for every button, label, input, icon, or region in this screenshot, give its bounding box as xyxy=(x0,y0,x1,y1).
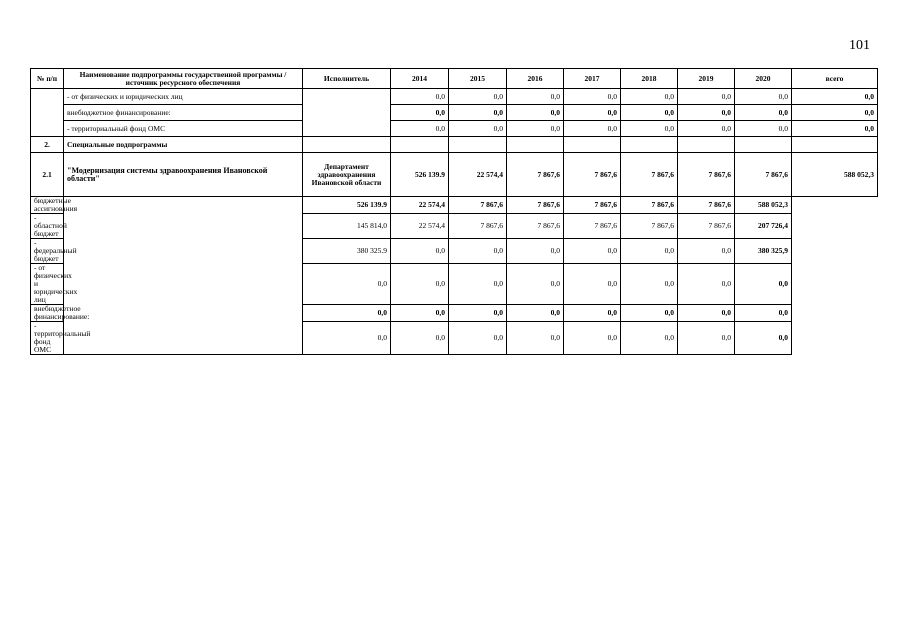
year-value: 0,0 xyxy=(507,121,564,137)
section-title: Специальные подпрограммы xyxy=(64,137,303,153)
header-num: № п/п xyxy=(31,69,64,89)
empty-cell xyxy=(507,137,564,153)
year-value: 0,0 xyxy=(678,89,735,105)
year-value: 0,0 xyxy=(391,105,449,121)
year-value: 0,0 xyxy=(303,322,391,355)
year-value: 0,0 xyxy=(303,305,391,322)
subprogram-row xyxy=(31,153,878,197)
year-value: 0,0 xyxy=(391,264,449,305)
year-value: 0,0 xyxy=(621,305,678,322)
year-value: 0,0 xyxy=(678,322,735,355)
year-value: 0,0 xyxy=(303,264,391,305)
year-value: 0,0 xyxy=(564,121,621,137)
table-row xyxy=(31,121,878,137)
row-label: внебюджетное финансирование: xyxy=(31,305,64,322)
row-total: 0,0 xyxy=(792,121,878,137)
year-value: 0,0 xyxy=(621,264,678,305)
header-year: 2017 xyxy=(564,69,621,89)
empty-cell xyxy=(792,137,878,153)
header-name: Наименование подпрограммы государственной программы / источник ресурсного обеспечения xyxy=(64,69,303,89)
year-value: 0,0 xyxy=(391,239,449,264)
empty-cell xyxy=(678,137,735,153)
row-label: - федеральный бюджет xyxy=(31,239,64,264)
row-total: 207 726,4 xyxy=(735,214,792,239)
year-value: 7 867,6 xyxy=(564,214,621,239)
row-total: 588 052,3 xyxy=(735,197,792,214)
subprogram-value: 7 867,6 xyxy=(507,153,564,197)
year-value: 0,0 xyxy=(678,121,735,137)
year-value: 0,0 xyxy=(449,239,507,264)
year-value: 0,0 xyxy=(449,264,507,305)
year-value: 0,0 xyxy=(507,264,564,305)
year-value: 7 867,6 xyxy=(678,214,735,239)
year-value: 0,0 xyxy=(621,239,678,264)
subprogram-title: "Модернизация системы здравоохранения Ивановской области" xyxy=(64,153,303,197)
year-value: 0,0 xyxy=(678,264,735,305)
subprogram-value: 22 574,4 xyxy=(449,153,507,197)
year-value: 0,0 xyxy=(678,305,735,322)
year-value: 0,0 xyxy=(507,239,564,264)
subprogram-value: 526 139.9 xyxy=(391,153,449,197)
header-year: 2015 xyxy=(449,69,507,89)
year-value: 0,0 xyxy=(507,305,564,322)
year-value: 0,0 xyxy=(564,322,621,355)
budget-table xyxy=(30,68,878,355)
year-value: 0,0 xyxy=(678,239,735,264)
header-year: 2016 xyxy=(507,69,564,89)
row-label: бюджетные ассигнования xyxy=(31,197,64,214)
empty-cell xyxy=(564,137,621,153)
row-total: 0,0 xyxy=(792,89,878,105)
subprogram-value: 7 867,6 xyxy=(735,153,792,197)
year-value: 0,0 xyxy=(735,89,792,105)
year-value: 7 867,6 xyxy=(449,197,507,214)
year-value: 0,0 xyxy=(391,121,449,137)
year-value: 0,0 xyxy=(449,322,507,355)
year-value: 7 867,6 xyxy=(507,197,564,214)
year-value: 0,0 xyxy=(449,305,507,322)
year-value: 0,0 xyxy=(735,105,792,121)
empty-cell xyxy=(735,137,792,153)
section-num: 2. xyxy=(31,137,64,153)
empty-cell xyxy=(621,137,678,153)
subprogram-value: 7 867,6 xyxy=(621,153,678,197)
row-total: 0,0 xyxy=(792,105,878,121)
table-row xyxy=(31,197,878,214)
year-value: 0,0 xyxy=(449,105,507,121)
year-value: 22 574,4 xyxy=(391,214,449,239)
year-value: 0,0 xyxy=(564,305,621,322)
year-value: 7 867,6 xyxy=(621,197,678,214)
year-value: 7 867,6 xyxy=(678,197,735,214)
executor-cell xyxy=(303,89,391,137)
table-row xyxy=(31,105,878,121)
year-value: 0,0 xyxy=(507,89,564,105)
year-value: 7 867,6 xyxy=(564,197,621,214)
empty-cell xyxy=(449,137,507,153)
subprogram-num: 2.1 xyxy=(31,153,64,197)
year-value: 0,0 xyxy=(391,89,449,105)
year-value: 0,0 xyxy=(564,105,621,121)
header-executor: Исполнитель xyxy=(303,69,391,89)
year-value: 0,0 xyxy=(564,264,621,305)
row-label: - территориальный фонд ОМС xyxy=(31,322,64,355)
num-cell xyxy=(31,89,64,137)
year-value: 0,0 xyxy=(564,89,621,105)
header-year: 2014 xyxy=(391,69,449,89)
header-total: всего xyxy=(792,69,878,89)
year-value: 0,0 xyxy=(621,105,678,121)
year-value: 7 867,6 xyxy=(449,214,507,239)
header-year: 2018 xyxy=(621,69,678,89)
empty-cell xyxy=(303,137,391,153)
year-value: 0,0 xyxy=(507,105,564,121)
year-value: 0,0 xyxy=(621,89,678,105)
subprogram-value: 7 867,6 xyxy=(678,153,735,197)
year-value: 0,0 xyxy=(391,305,449,322)
header-year: 2020 xyxy=(735,69,792,89)
row-label: - территориальный фонд ОМС xyxy=(64,121,303,137)
year-value: 0,0 xyxy=(449,121,507,137)
row-label: - от физических и юридических лиц xyxy=(64,89,303,105)
header-year: 2019 xyxy=(678,69,735,89)
year-value: 0,0 xyxy=(391,322,449,355)
row-label: внебюджетное финансирование: xyxy=(64,105,303,121)
year-value: 0,0 xyxy=(735,121,792,137)
row-total: 0,0 xyxy=(735,264,792,305)
executor-cell xyxy=(64,197,303,355)
year-value: 0,0 xyxy=(621,322,678,355)
page-number: 101 xyxy=(849,38,870,53)
year-value: 0,0 xyxy=(449,89,507,105)
row-total: 380 325,9 xyxy=(735,239,792,264)
header-row xyxy=(31,69,878,89)
year-value: 0,0 xyxy=(507,322,564,355)
subprogram-block xyxy=(31,197,878,355)
year-value: 0,0 xyxy=(564,239,621,264)
year-value: 0,0 xyxy=(678,105,735,121)
table-row xyxy=(31,89,878,105)
top-block xyxy=(31,89,878,137)
row-label: - от физических и юридических лиц xyxy=(31,264,64,305)
empty-cell xyxy=(391,137,449,153)
year-value: 145 814,0 xyxy=(303,214,391,239)
row-total: 0,0 xyxy=(735,322,792,355)
year-value: 0,0 xyxy=(621,121,678,137)
subprogram-total: 588 052,3 xyxy=(792,153,878,197)
subprogram-value: 7 867,6 xyxy=(564,153,621,197)
section-row xyxy=(31,137,878,153)
year-value: 526 139.9 xyxy=(303,197,391,214)
year-value: 7 867,6 xyxy=(507,214,564,239)
row-label: - областной бюджет xyxy=(31,214,64,239)
year-value: 7 867,6 xyxy=(621,214,678,239)
row-total: 0,0 xyxy=(735,305,792,322)
year-value: 22 574,4 xyxy=(391,197,449,214)
subprogram-executor: Департамент здравоохранения Ивановской области xyxy=(303,153,391,197)
year-value: 380 325.9 xyxy=(303,239,391,264)
